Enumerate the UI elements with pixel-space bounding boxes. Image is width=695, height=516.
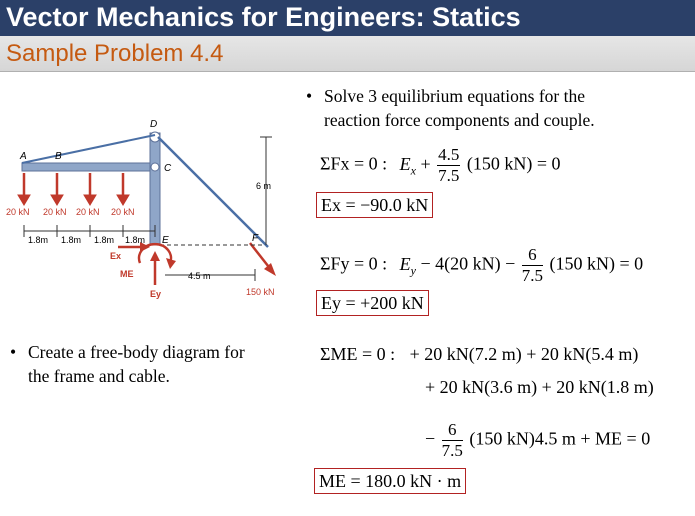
- fy-lhs: ΣFy = 0 :: [320, 253, 388, 274]
- m-frac-num: 6: [442, 420, 463, 441]
- cable-ad: [22, 135, 155, 163]
- bullet-marker: •: [10, 342, 17, 362]
- dim-label-4: 1.8m: [125, 235, 146, 245]
- dim-label-2: 1.8m: [61, 235, 82, 245]
- m-frac-den: 7.5: [441, 441, 463, 460]
- fx-frac-den: 7.5: [438, 166, 460, 185]
- fy-frac-den: 7.5: [521, 266, 544, 285]
- fy-fraction: [522, 245, 543, 286]
- label-a: A: [20, 151, 27, 162]
- fy-frac-num: 6: [522, 245, 543, 266]
- slide-title: Vector Mechanics for Engineers: Statics: [0, 0, 695, 36]
- cable-force-label: 150 kN: [246, 287, 275, 297]
- frame-diagram: [0, 115, 300, 345]
- label-c: C: [164, 163, 172, 174]
- beam-ab: [22, 163, 150, 171]
- ey-label: Ey: [150, 289, 162, 299]
- bullet-fbd-line2: the frame and cable.: [28, 366, 170, 386]
- load-label-4: 20 kN: [111, 207, 135, 217]
- height-label: 6 m: [256, 181, 272, 191]
- subtitle-bar: [0, 36, 695, 72]
- load-label-3: 20 kN: [76, 207, 100, 217]
- m-tail: (150 kN)4.5 m + ME = 0: [469, 428, 651, 449]
- label-e: E: [162, 235, 169, 246]
- fy-tail: (150 kN) = 0: [549, 253, 644, 274]
- dim-label-3: 1.8m: [94, 235, 115, 245]
- slide-subtitle: Sample Problem 4.4: [6, 40, 224, 67]
- bullet-fbd-line1: Create a free-body diagram for: [28, 342, 245, 362]
- result-ex: Ex = −90.0 kN: [316, 192, 433, 218]
- cable-df: [158, 137, 268, 247]
- fx-frac-num: 4.5: [438, 145, 460, 164]
- load-label-1: 20 kN: [6, 207, 30, 217]
- m-line1: + 20 kN(7.2 m) + 20 kN(5.4 m): [409, 344, 639, 364]
- m-lhs: ΣME = 0 :: [320, 344, 396, 364]
- base-label: 4.5 m: [188, 271, 211, 281]
- bullet-solve-line2: reaction force components and couple.: [324, 110, 595, 130]
- bullet-marker: •: [306, 86, 313, 106]
- bullet-fbd: [10, 340, 300, 390]
- m-fraction: [442, 420, 463, 461]
- m-line2: + 20 kN(3.6 m) + 20 kN(1.8 m): [425, 377, 654, 397]
- label-b: B: [55, 151, 62, 162]
- bullet-solve: [306, 84, 691, 134]
- result-ey: Ey = +200 kN: [316, 290, 429, 316]
- equation-fx: ΣFx = 0 : $E_x$ + $\frac{4.5}{7.5}$ (150 kN) = 0: [320, 145, 561, 185]
- label-d: D: [150, 119, 158, 130]
- equation-m-line3: − $\frac{6}{7.5}$ (150 kN)4.5 m + ME = 0: [425, 420, 651, 460]
- fy-mid: − 4(20 kN) −: [420, 253, 516, 274]
- me-label: ME: [120, 269, 134, 279]
- fx-fraction: [437, 145, 460, 186]
- result-me: ME = 180.0 kN · m: [314, 468, 466, 494]
- label-f: F: [252, 233, 259, 244]
- ex-label: Ex: [110, 251, 122, 261]
- equation-m-line2: [425, 376, 654, 398]
- dim-label-1: 1.8m: [28, 235, 49, 245]
- pin-c: [151, 163, 159, 171]
- fx-lhs: ΣFx = 0 :: [320, 153, 388, 174]
- equation-m-line1: [320, 343, 638, 365]
- bullet-solve-line1: Solve 3 equilibrium equations for the: [324, 86, 585, 106]
- load-arrows: [18, 173, 129, 205]
- load-label-2: 20 kN: [43, 207, 67, 217]
- equation-fy: ΣFy = 0 : $E_y - 4(20$ kN) − $\frac{6}{7.5}$ (150 kN) = 0: [320, 245, 644, 285]
- fx-tail: (150 kN) = 0: [466, 153, 561, 174]
